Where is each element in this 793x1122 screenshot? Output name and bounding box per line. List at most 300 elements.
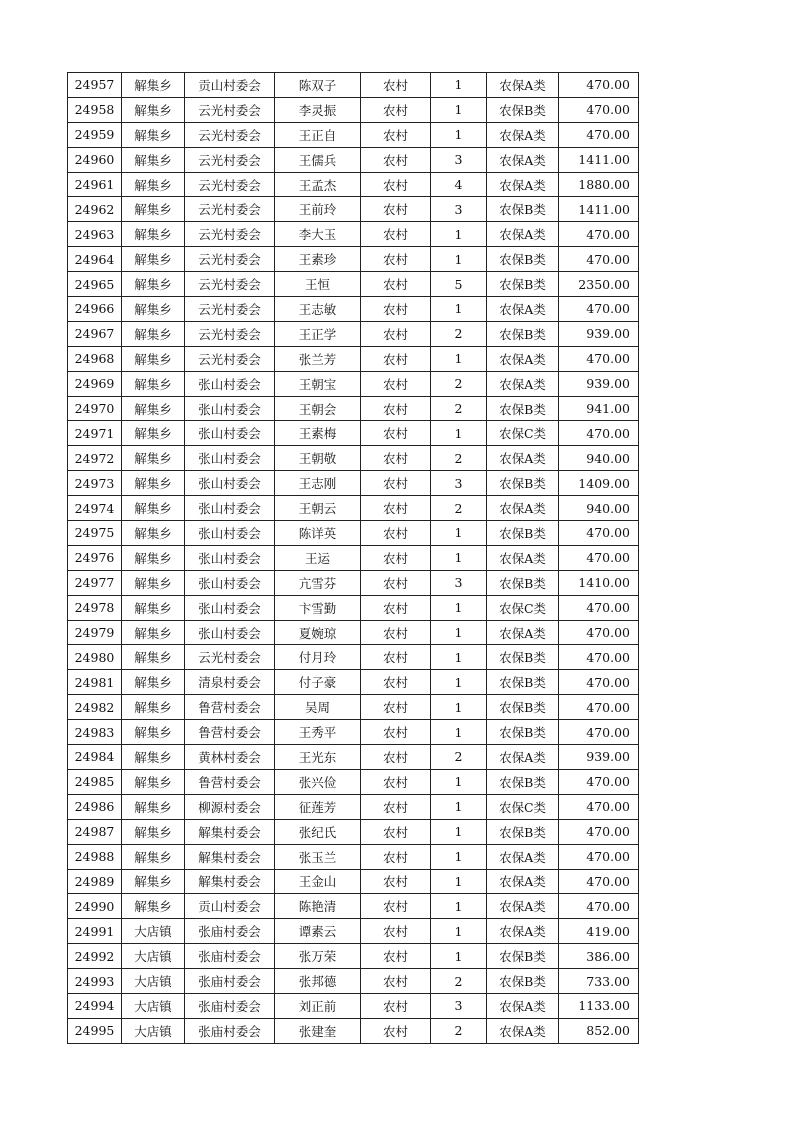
cell-count: 3 — [431, 147, 487, 172]
cell-category: 农保B类 — [487, 321, 559, 346]
cell-name: 张万荣 — [275, 944, 361, 969]
cell-count: 1 — [431, 247, 487, 272]
cell-area: 农村 — [361, 371, 431, 396]
cell-name: 王前玲 — [275, 197, 361, 222]
cell-area: 农村 — [361, 720, 431, 745]
cell-area: 农村 — [361, 346, 431, 371]
cell-category: 农保A类 — [487, 172, 559, 197]
cell-area: 农村 — [361, 272, 431, 297]
table-row — [68, 919, 639, 944]
relief-table — [67, 72, 639, 1044]
cell-category: 农保B类 — [487, 645, 559, 670]
cell-count: 1 — [431, 97, 487, 122]
cell-id: 24989 — [68, 869, 122, 894]
cell-category: 农保B类 — [487, 570, 559, 595]
cell-count: 1 — [431, 894, 487, 919]
cell-village: 云光村委会 — [185, 222, 275, 247]
cell-name: 李大玉 — [275, 222, 361, 247]
cell-category: 农保B类 — [487, 670, 559, 695]
cell-count: 1 — [431, 819, 487, 844]
cell-name: 吴周 — [275, 695, 361, 720]
table-row — [68, 993, 639, 1018]
cell-village: 解集村委会 — [185, 844, 275, 869]
cell-name: 王金山 — [275, 869, 361, 894]
table-row — [68, 396, 639, 421]
cell-count: 2 — [431, 1018, 487, 1043]
cell-amount: 470.00 — [559, 844, 639, 869]
cell-town: 解集乡 — [122, 595, 185, 620]
table-row — [68, 297, 639, 322]
cell-id: 24964 — [68, 247, 122, 272]
cell-count: 3 — [431, 471, 487, 496]
cell-id: 24966 — [68, 297, 122, 322]
cell-town: 大店镇 — [122, 1018, 185, 1043]
cell-town: 解集乡 — [122, 147, 185, 172]
cell-town: 解集乡 — [122, 421, 185, 446]
cell-town: 解集乡 — [122, 272, 185, 297]
cell-town: 解集乡 — [122, 521, 185, 546]
cell-amount: 939.00 — [559, 321, 639, 346]
cell-amount: 733.00 — [559, 969, 639, 994]
cell-amount: 470.00 — [559, 545, 639, 570]
cell-category: 农保B类 — [487, 944, 559, 969]
cell-category: 农保B类 — [487, 720, 559, 745]
cell-town: 解集乡 — [122, 894, 185, 919]
table-row — [68, 122, 639, 147]
cell-village: 贡山村委会 — [185, 73, 275, 98]
table-row — [68, 570, 639, 595]
cell-amount: 470.00 — [559, 346, 639, 371]
cell-village: 云光村委会 — [185, 645, 275, 670]
cell-amount: 470.00 — [559, 670, 639, 695]
cell-id: 24979 — [68, 620, 122, 645]
cell-area: 农村 — [361, 247, 431, 272]
cell-id: 24963 — [68, 222, 122, 247]
cell-village: 解集村委会 — [185, 819, 275, 844]
table-row — [68, 819, 639, 844]
cell-town: 解集乡 — [122, 371, 185, 396]
cell-town: 解集乡 — [122, 695, 185, 720]
cell-category: 农保B类 — [487, 769, 559, 794]
cell-id: 24984 — [68, 745, 122, 770]
cell-area: 农村 — [361, 496, 431, 521]
cell-name: 王朝宝 — [275, 371, 361, 396]
cell-category: 农保B类 — [487, 969, 559, 994]
cell-name: 王志敏 — [275, 297, 361, 322]
cell-area: 农村 — [361, 446, 431, 471]
cell-area: 农村 — [361, 321, 431, 346]
cell-category: 农保C类 — [487, 595, 559, 620]
table-row — [68, 97, 639, 122]
cell-name: 付子豪 — [275, 670, 361, 695]
cell-area: 农村 — [361, 222, 431, 247]
cell-village: 黄林村委会 — [185, 745, 275, 770]
cell-amount: 1133.00 — [559, 993, 639, 1018]
cell-area: 农村 — [361, 695, 431, 720]
cell-count: 1 — [431, 645, 487, 670]
cell-id: 24992 — [68, 944, 122, 969]
table-row — [68, 147, 639, 172]
cell-category: 农保A类 — [487, 122, 559, 147]
cell-village: 解集村委会 — [185, 869, 275, 894]
cell-name: 李灵振 — [275, 97, 361, 122]
cell-amount: 1411.00 — [559, 147, 639, 172]
cell-name: 付月玲 — [275, 645, 361, 670]
cell-name: 陈详英 — [275, 521, 361, 546]
cell-category: 农保A类 — [487, 869, 559, 894]
table-row — [68, 222, 639, 247]
cell-area: 农村 — [361, 844, 431, 869]
cell-village: 云光村委会 — [185, 297, 275, 322]
cell-amount: 470.00 — [559, 869, 639, 894]
cell-id: 24976 — [68, 545, 122, 570]
table-row — [68, 794, 639, 819]
cell-id: 24962 — [68, 197, 122, 222]
cell-id: 24978 — [68, 595, 122, 620]
cell-id: 24993 — [68, 969, 122, 994]
cell-amount: 470.00 — [559, 794, 639, 819]
cell-count: 1 — [431, 620, 487, 645]
cell-category: 农保B类 — [487, 97, 559, 122]
cell-amount: 939.00 — [559, 371, 639, 396]
cell-town: 解集乡 — [122, 73, 185, 98]
cell-amount: 470.00 — [559, 819, 639, 844]
cell-count: 2 — [431, 321, 487, 346]
cell-count: 2 — [431, 745, 487, 770]
cell-category: 农保B类 — [487, 819, 559, 844]
cell-amount: 852.00 — [559, 1018, 639, 1043]
cell-count: 1 — [431, 869, 487, 894]
table-row — [68, 247, 639, 272]
table-row — [68, 545, 639, 570]
cell-village: 张山村委会 — [185, 421, 275, 446]
cell-id: 24988 — [68, 844, 122, 869]
table-row — [68, 670, 639, 695]
cell-category: 农保A类 — [487, 446, 559, 471]
cell-village: 云光村委会 — [185, 321, 275, 346]
cell-town: 解集乡 — [122, 645, 185, 670]
cell-id: 24977 — [68, 570, 122, 595]
cell-village: 张山村委会 — [185, 396, 275, 421]
cell-name: 王儒兵 — [275, 147, 361, 172]
cell-id: 24981 — [68, 670, 122, 695]
cell-village: 云光村委会 — [185, 97, 275, 122]
cell-amount: 470.00 — [559, 297, 639, 322]
table-row — [68, 869, 639, 894]
cell-area: 农村 — [361, 97, 431, 122]
table-row — [68, 894, 639, 919]
cell-name: 王朝会 — [275, 396, 361, 421]
cell-count: 3 — [431, 570, 487, 595]
cell-count: 2 — [431, 371, 487, 396]
cell-count: 2 — [431, 396, 487, 421]
cell-area: 农村 — [361, 745, 431, 770]
cell-town: 解集乡 — [122, 620, 185, 645]
cell-count: 1 — [431, 73, 487, 98]
cell-category: 农保A类 — [487, 1018, 559, 1043]
cell-count: 1 — [431, 794, 487, 819]
cell-id: 24982 — [68, 695, 122, 720]
cell-amount: 470.00 — [559, 769, 639, 794]
cell-id: 24986 — [68, 794, 122, 819]
cell-area: 农村 — [361, 595, 431, 620]
cell-town: 解集乡 — [122, 794, 185, 819]
cell-category: 农保B类 — [487, 521, 559, 546]
cell-village: 云光村委会 — [185, 122, 275, 147]
cell-town: 解集乡 — [122, 471, 185, 496]
cell-id: 24959 — [68, 122, 122, 147]
cell-count: 5 — [431, 272, 487, 297]
cell-category: 农保A类 — [487, 346, 559, 371]
cell-area: 农村 — [361, 122, 431, 147]
cell-town: 解集乡 — [122, 222, 185, 247]
cell-village: 云光村委会 — [185, 172, 275, 197]
cell-category: 农保B类 — [487, 197, 559, 222]
table-row — [68, 745, 639, 770]
cell-area: 农村 — [361, 645, 431, 670]
cell-id: 24975 — [68, 521, 122, 546]
cell-village: 鲁营村委会 — [185, 720, 275, 745]
cell-amount: 470.00 — [559, 97, 639, 122]
cell-count: 1 — [431, 421, 487, 446]
cell-town: 大店镇 — [122, 969, 185, 994]
cell-amount: 1410.00 — [559, 570, 639, 595]
cell-amount: 470.00 — [559, 421, 639, 446]
table-row — [68, 944, 639, 969]
cell-area: 农村 — [361, 620, 431, 645]
table-row — [68, 371, 639, 396]
cell-name: 张兴俭 — [275, 769, 361, 794]
cell-town: 解集乡 — [122, 545, 185, 570]
cell-count: 1 — [431, 695, 487, 720]
cell-village: 张山村委会 — [185, 471, 275, 496]
cell-name: 征莲芳 — [275, 794, 361, 819]
cell-village: 张庙村委会 — [185, 1018, 275, 1043]
cell-id: 24970 — [68, 396, 122, 421]
cell-area: 农村 — [361, 396, 431, 421]
table-row — [68, 969, 639, 994]
cell-town: 解集乡 — [122, 346, 185, 371]
table-row — [68, 446, 639, 471]
cell-id: 24957 — [68, 73, 122, 98]
cell-village: 云光村委会 — [185, 272, 275, 297]
cell-village: 张庙村委会 — [185, 969, 275, 994]
cell-count: 3 — [431, 993, 487, 1018]
cell-name: 刘正前 — [275, 993, 361, 1018]
cell-category: 农保A类 — [487, 297, 559, 322]
cell-count: 1 — [431, 122, 487, 147]
cell-id: 24968 — [68, 346, 122, 371]
cell-name: 张建奎 — [275, 1018, 361, 1043]
cell-amount: 470.00 — [559, 73, 639, 98]
cell-name: 王恒 — [275, 272, 361, 297]
cell-name: 王素珍 — [275, 247, 361, 272]
cell-count: 1 — [431, 720, 487, 745]
cell-id: 24985 — [68, 769, 122, 794]
cell-area: 农村 — [361, 147, 431, 172]
cell-amount: 1411.00 — [559, 197, 639, 222]
cell-category: 农保A类 — [487, 545, 559, 570]
cell-area: 农村 — [361, 969, 431, 994]
cell-amount: 470.00 — [559, 720, 639, 745]
cell-area: 农村 — [361, 521, 431, 546]
cell-id: 24973 — [68, 471, 122, 496]
cell-amount: 470.00 — [559, 122, 639, 147]
table-row — [68, 521, 639, 546]
cell-id: 24969 — [68, 371, 122, 396]
table-row — [68, 645, 639, 670]
cell-amount: 940.00 — [559, 496, 639, 521]
cell-town: 解集乡 — [122, 844, 185, 869]
cell-village: 鲁营村委会 — [185, 769, 275, 794]
cell-name: 张兰芳 — [275, 346, 361, 371]
cell-town: 大店镇 — [122, 993, 185, 1018]
cell-amount: 470.00 — [559, 222, 639, 247]
cell-category: 农保B类 — [487, 471, 559, 496]
table-row — [68, 471, 639, 496]
cell-area: 农村 — [361, 794, 431, 819]
table-row — [68, 496, 639, 521]
cell-count: 1 — [431, 222, 487, 247]
cell-count: 1 — [431, 297, 487, 322]
cell-town: 解集乡 — [122, 819, 185, 844]
cell-town: 解集乡 — [122, 122, 185, 147]
cell-amount: 1880.00 — [559, 172, 639, 197]
cell-amount: 386.00 — [559, 944, 639, 969]
cell-count: 1 — [431, 521, 487, 546]
table-row — [68, 769, 639, 794]
cell-id: 24967 — [68, 321, 122, 346]
cell-town: 解集乡 — [122, 670, 185, 695]
cell-id: 24974 — [68, 496, 122, 521]
cell-area: 农村 — [361, 993, 431, 1018]
cell-id: 24994 — [68, 993, 122, 1018]
cell-amount: 419.00 — [559, 919, 639, 944]
cell-name: 王朝敬 — [275, 446, 361, 471]
cell-category: 农保A类 — [487, 620, 559, 645]
cell-id: 24983 — [68, 720, 122, 745]
cell-area: 农村 — [361, 545, 431, 570]
cell-category: 农保A类 — [487, 894, 559, 919]
table-row — [68, 346, 639, 371]
cell-area: 农村 — [361, 1018, 431, 1043]
cell-amount: 2350.00 — [559, 272, 639, 297]
table-row — [68, 73, 639, 98]
cell-town: 解集乡 — [122, 496, 185, 521]
cell-area: 农村 — [361, 769, 431, 794]
cell-amount: 1409.00 — [559, 471, 639, 496]
cell-count: 1 — [431, 844, 487, 869]
cell-village: 清泉村委会 — [185, 670, 275, 695]
cell-id: 24958 — [68, 97, 122, 122]
cell-village: 云光村委会 — [185, 346, 275, 371]
cell-name: 王秀平 — [275, 720, 361, 745]
cell-area: 农村 — [361, 919, 431, 944]
cell-name: 张玉兰 — [275, 844, 361, 869]
cell-id: 24971 — [68, 421, 122, 446]
cell-count: 1 — [431, 944, 487, 969]
cell-area: 农村 — [361, 297, 431, 322]
cell-village: 张山村委会 — [185, 545, 275, 570]
table-row — [68, 321, 639, 346]
table-row — [68, 421, 639, 446]
cell-category: 农保C类 — [487, 421, 559, 446]
cell-town: 大店镇 — [122, 944, 185, 969]
cell-town: 解集乡 — [122, 446, 185, 471]
cell-area: 农村 — [361, 73, 431, 98]
cell-name: 王志刚 — [275, 471, 361, 496]
table-row — [68, 620, 639, 645]
cell-area: 农村 — [361, 172, 431, 197]
cell-category: 农保A类 — [487, 745, 559, 770]
cell-count: 1 — [431, 346, 487, 371]
cell-village: 云光村委会 — [185, 147, 275, 172]
cell-area: 农村 — [361, 570, 431, 595]
cell-village: 柳源村委会 — [185, 794, 275, 819]
cell-id: 24987 — [68, 819, 122, 844]
cell-count: 1 — [431, 595, 487, 620]
cell-village: 张山村委会 — [185, 595, 275, 620]
table-row — [68, 844, 639, 869]
table-row — [68, 720, 639, 745]
cell-village: 张庙村委会 — [185, 944, 275, 969]
cell-name: 张邦德 — [275, 969, 361, 994]
cell-count: 1 — [431, 769, 487, 794]
cell-count: 4 — [431, 172, 487, 197]
cell-area: 农村 — [361, 197, 431, 222]
cell-village: 张山村委会 — [185, 521, 275, 546]
cell-village: 鲁营村委会 — [185, 695, 275, 720]
cell-category: 农保A类 — [487, 919, 559, 944]
cell-count: 2 — [431, 446, 487, 471]
cell-town: 解集乡 — [122, 297, 185, 322]
cell-name: 王光东 — [275, 745, 361, 770]
table-row — [68, 1018, 639, 1043]
cell-name: 卞雪勤 — [275, 595, 361, 620]
cell-id: 24990 — [68, 894, 122, 919]
cell-count: 3 — [431, 197, 487, 222]
cell-name: 王朝云 — [275, 496, 361, 521]
cell-town: 解集乡 — [122, 172, 185, 197]
cell-amount: 470.00 — [559, 521, 639, 546]
table-row — [68, 272, 639, 297]
cell-name: 陈双子 — [275, 73, 361, 98]
cell-area: 农村 — [361, 670, 431, 695]
cell-name: 王孟杰 — [275, 172, 361, 197]
cell-village: 张庙村委会 — [185, 919, 275, 944]
cell-category: 农保A类 — [487, 371, 559, 396]
cell-amount: 470.00 — [559, 894, 639, 919]
cell-name: 张纪氏 — [275, 819, 361, 844]
cell-category: 农保A类 — [487, 73, 559, 98]
cell-name: 陈艳清 — [275, 894, 361, 919]
cell-category: 农保C类 — [487, 794, 559, 819]
cell-name: 夏婉琼 — [275, 620, 361, 645]
cell-area: 农村 — [361, 894, 431, 919]
cell-category: 农保A类 — [487, 222, 559, 247]
cell-amount: 470.00 — [559, 645, 639, 670]
cell-name: 王正学 — [275, 321, 361, 346]
cell-id: 24965 — [68, 272, 122, 297]
cell-town: 解集乡 — [122, 396, 185, 421]
cell-area: 农村 — [361, 819, 431, 844]
cell-town: 解集乡 — [122, 745, 185, 770]
cell-name: 亢雪芬 — [275, 570, 361, 595]
cell-name: 王运 — [275, 545, 361, 570]
cell-id: 24995 — [68, 1018, 122, 1043]
cell-village: 云光村委会 — [185, 247, 275, 272]
cell-village: 云光村委会 — [185, 197, 275, 222]
